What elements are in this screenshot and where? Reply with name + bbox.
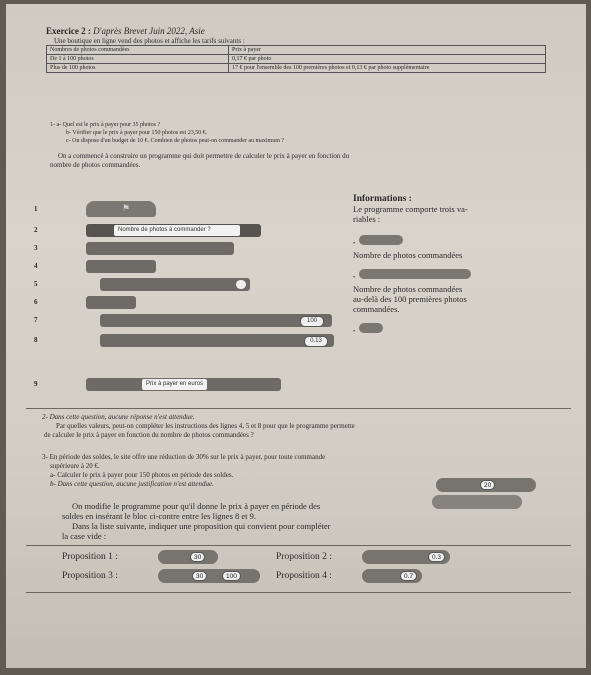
- green-flag-icon: ⚑: [122, 203, 131, 213]
- empty-slot: [236, 280, 246, 289]
- set-variable-block-line3: [86, 242, 234, 255]
- variable-3: [353, 320, 573, 338]
- table-cell: 17 € pour l'ensemble des 100 premières photos et 0,13 € par photo supplémentaire: [229, 64, 546, 73]
- soldes-block-bottom: [432, 495, 522, 509]
- variable-1-pill: [359, 235, 403, 245]
- variable-3-pill: [359, 323, 383, 333]
- question-3b: b- Dans cette question, aucune justification n'est attendue.: [50, 480, 214, 488]
- line-number: 2: [34, 226, 38, 234]
- ask-text: Nombre de photos à commander ?: [114, 225, 240, 236]
- table-cell: Plus de 100 photos: [47, 64, 229, 73]
- proposition-3-value-2: 100: [222, 571, 241, 581]
- proposition-4-value: 0.7: [400, 571, 417, 581]
- question-2-title: 2- Dans cette question, aucune réponse n'est attendue.: [42, 413, 195, 421]
- exercise-source: D'après Brevet Juin 2022, Asie: [93, 26, 205, 36]
- question-3-line2: supérieure à 20 €.: [50, 462, 100, 470]
- divider-line: [26, 592, 571, 593]
- question-1b: b- Vérifier que le prix à payer pour 150 photos est 23,50 €.: [66, 130, 208, 136]
- program-intro-line1: On a commencé à construire un programme qui doit permettre de calculer le prix à payer en fonction du: [58, 152, 350, 160]
- set-block-line7: [100, 314, 332, 327]
- ask-block: [86, 224, 261, 237]
- table-header-cell: Prix à payer: [229, 46, 546, 55]
- set-price-block-line8: [100, 334, 334, 347]
- proposition-2-block: [362, 550, 450, 564]
- bullet: •: [353, 329, 356, 335]
- bullet: •: [353, 275, 356, 281]
- else-block-line6: [86, 296, 136, 309]
- variable-2-pill: [359, 269, 471, 279]
- exercise-title: [46, 26, 205, 36]
- info-line2: riables :: [353, 214, 381, 224]
- bullet: •: [353, 241, 356, 247]
- line-number: 1: [34, 205, 38, 213]
- divider-line: [26, 545, 571, 546]
- question-3-modify-line4: la case vide :: [62, 531, 107, 541]
- line-number: 6: [34, 298, 38, 306]
- table-row: [47, 55, 546, 64]
- question-3a: a- Calculer le prix à payer pour 150 photos en période des soldes.: [50, 471, 234, 479]
- scratch-program: [34, 199, 364, 409]
- question-3-modify-line3: Dans la liste suivante, indiquer une proposition qui convient pour compléter: [72, 521, 331, 531]
- question-1c: c- On dispose d'un budget de 10 €. Combien de photos peut-on commander au maximum ?: [66, 138, 285, 144]
- exercise-number: Exercice 2 :: [46, 26, 91, 36]
- info-title: Informations :: [353, 194, 412, 204]
- question-3-line1: 3- En période des soldes, le site offre une réduction de 30% sur le prix à payer, pour toute commande: [42, 453, 326, 461]
- question-1a: 1- a- Quel est le prix à payer pour 35 photos ?: [50, 122, 161, 128]
- line-number: 3: [34, 244, 38, 252]
- soldes-value-20: 20: [480, 480, 495, 490]
- divider-line: [26, 408, 571, 409]
- proposition-4-block: [362, 569, 422, 583]
- table-header-row: [47, 46, 546, 55]
- variable-1: [353, 232, 573, 250]
- proposition-3-block: [158, 569, 260, 583]
- info-panel: [353, 194, 573, 338]
- variable-2-description-line2: au-delà des 100 premières photos: [353, 294, 467, 304]
- worksheet-page: [6, 4, 586, 668]
- table-cell: De 1 à 100 photos: [47, 55, 229, 64]
- line-number: 8: [34, 336, 38, 344]
- proposition-1-block: [158, 550, 218, 564]
- line-number: 9: [34, 380, 38, 388]
- green-flag-hat-block: [86, 201, 156, 217]
- say-text: Prix à payer en euros: [142, 379, 207, 390]
- table-cell: 0,17 € par photo: [229, 55, 546, 64]
- question-2-line2: Par quelles valeurs, peut-on compléter les instructions des lignes 4, 5 et 8 pour que le programme permette: [56, 422, 355, 430]
- variable-2: [353, 266, 573, 284]
- soldes-block-top: [436, 478, 536, 492]
- proposition-1-label: Proposition 1 :: [62, 552, 118, 562]
- table-row: [47, 64, 546, 73]
- question-3-modify-line2: soldes en insérant le bloc ci-contre entre les lignes 8 et 9.: [62, 511, 257, 521]
- question-3-modify-line1: On modifie le programme pour qu'il donne le prix à payer en période des: [72, 501, 321, 511]
- line-number: 4: [34, 262, 38, 270]
- proposition-3-label: Proposition 3 :: [62, 571, 118, 581]
- value-slot-100: 100: [300, 316, 324, 327]
- proposition-2-label: Proposition 2 :: [276, 552, 332, 562]
- set-price-block-line5: [100, 278, 250, 291]
- variable-1-description: Nombre de photos commandées: [353, 250, 463, 260]
- variable-2-description-line1: Nombre de photos commandées: [353, 284, 463, 294]
- question-2-line3: de calculer le prix à payer en fonction du nombre de photos commandées ?: [44, 431, 254, 439]
- info-line1: Le programme comporte trois va-: [353, 204, 468, 214]
- proposition-1-value: 30: [190, 552, 205, 562]
- say-block-line9: [86, 378, 281, 391]
- line-number: 5: [34, 280, 38, 288]
- pricing-table: [46, 45, 546, 73]
- variable-2-description-line3: commandées.: [353, 304, 400, 314]
- proposition-4-label: Proposition 4 :: [276, 571, 332, 581]
- table-header-cell: Nombres de photos commandées: [47, 46, 229, 55]
- intro-text: Une boutique en ligne vend des photos et affiche les tarifs suivants :: [54, 37, 245, 45]
- proposition-3-value-1: 30: [192, 571, 207, 581]
- proposition-2-value: 0.3: [428, 552, 445, 562]
- if-block-line4: [86, 260, 156, 273]
- value-slot-013: 0.13: [304, 336, 328, 347]
- line-number: 7: [34, 316, 38, 324]
- program-intro-line2: nombre de photos commandées.: [50, 161, 141, 169]
